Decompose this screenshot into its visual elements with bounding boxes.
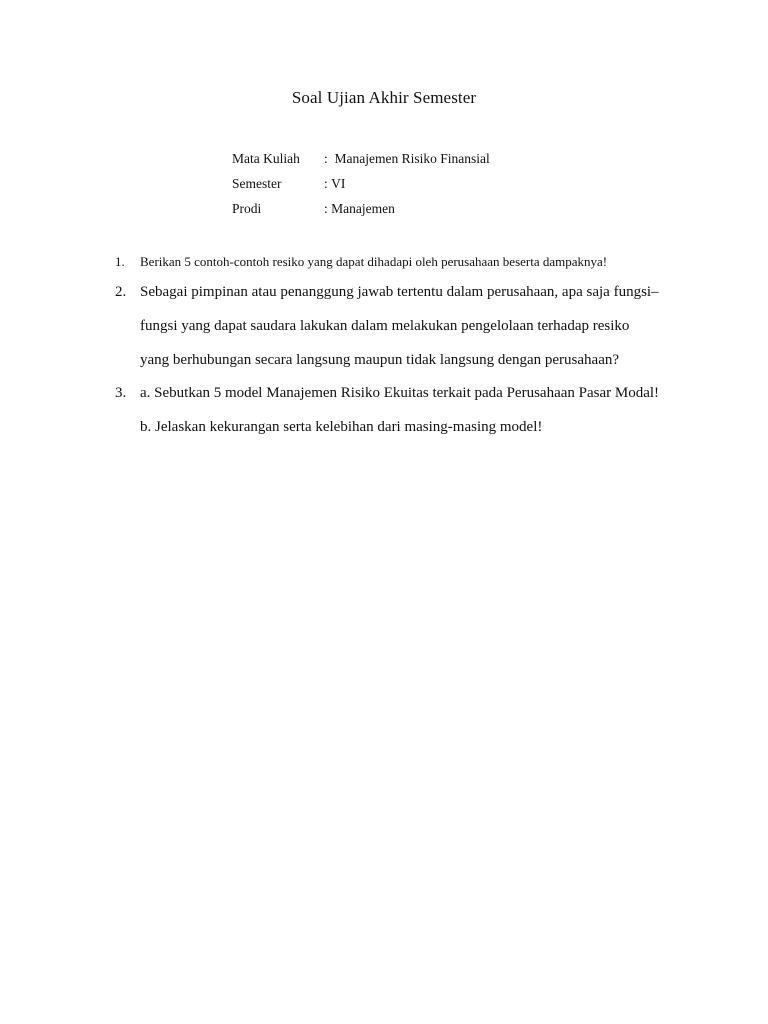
meta-row-prodi	[232, 201, 395, 217]
question-number: 1.	[115, 254, 125, 269]
meta-value: Manajemen	[331, 201, 395, 216]
meta-value: Manajemen Risiko Finansial	[334, 151, 490, 166]
question-line: fungsi yang dapat saudara lakukan dalam melakukan pengelolaan terhadap resiko	[140, 318, 630, 334]
question-line: Berikan 5 contoh-contoh resiko yang dapat dihadapi oleh perusahaan beserta dampaknya!	[140, 254, 608, 269]
meta-separator: :	[324, 151, 328, 166]
meta-separator: :	[324, 176, 328, 191]
meta-label: Semester	[232, 176, 282, 191]
meta-label: Prodi	[232, 201, 262, 216]
question-number: 3.	[115, 385, 127, 401]
meta-label: Mata Kuliah	[232, 151, 300, 166]
meta-separator: :	[324, 201, 328, 216]
document-title: Soal Ujian Akhir Semester	[291, 88, 477, 107]
question-line: yang berhubungan secara langsung maupun tidak langsung dengan perusahaan?	[140, 352, 620, 368]
question-line: b. Jelaskan kekurangan serta kelebihan dari masing-masing model!	[140, 419, 543, 435]
question-line: Sebagai pimpinan atau penanggung jawab tertentu dalam perusahaan, apa saja fungsi–	[140, 284, 659, 300]
meta-row-course	[232, 151, 490, 167]
meta-row-semester	[232, 176, 345, 192]
question-number: 2.	[115, 284, 127, 300]
question-line: a. Sebutkan 5 model Manajemen Risiko Ekuitas terkait pada Perusahaan Pasar Modal!	[140, 385, 660, 401]
meta-value: VI	[331, 176, 346, 191]
